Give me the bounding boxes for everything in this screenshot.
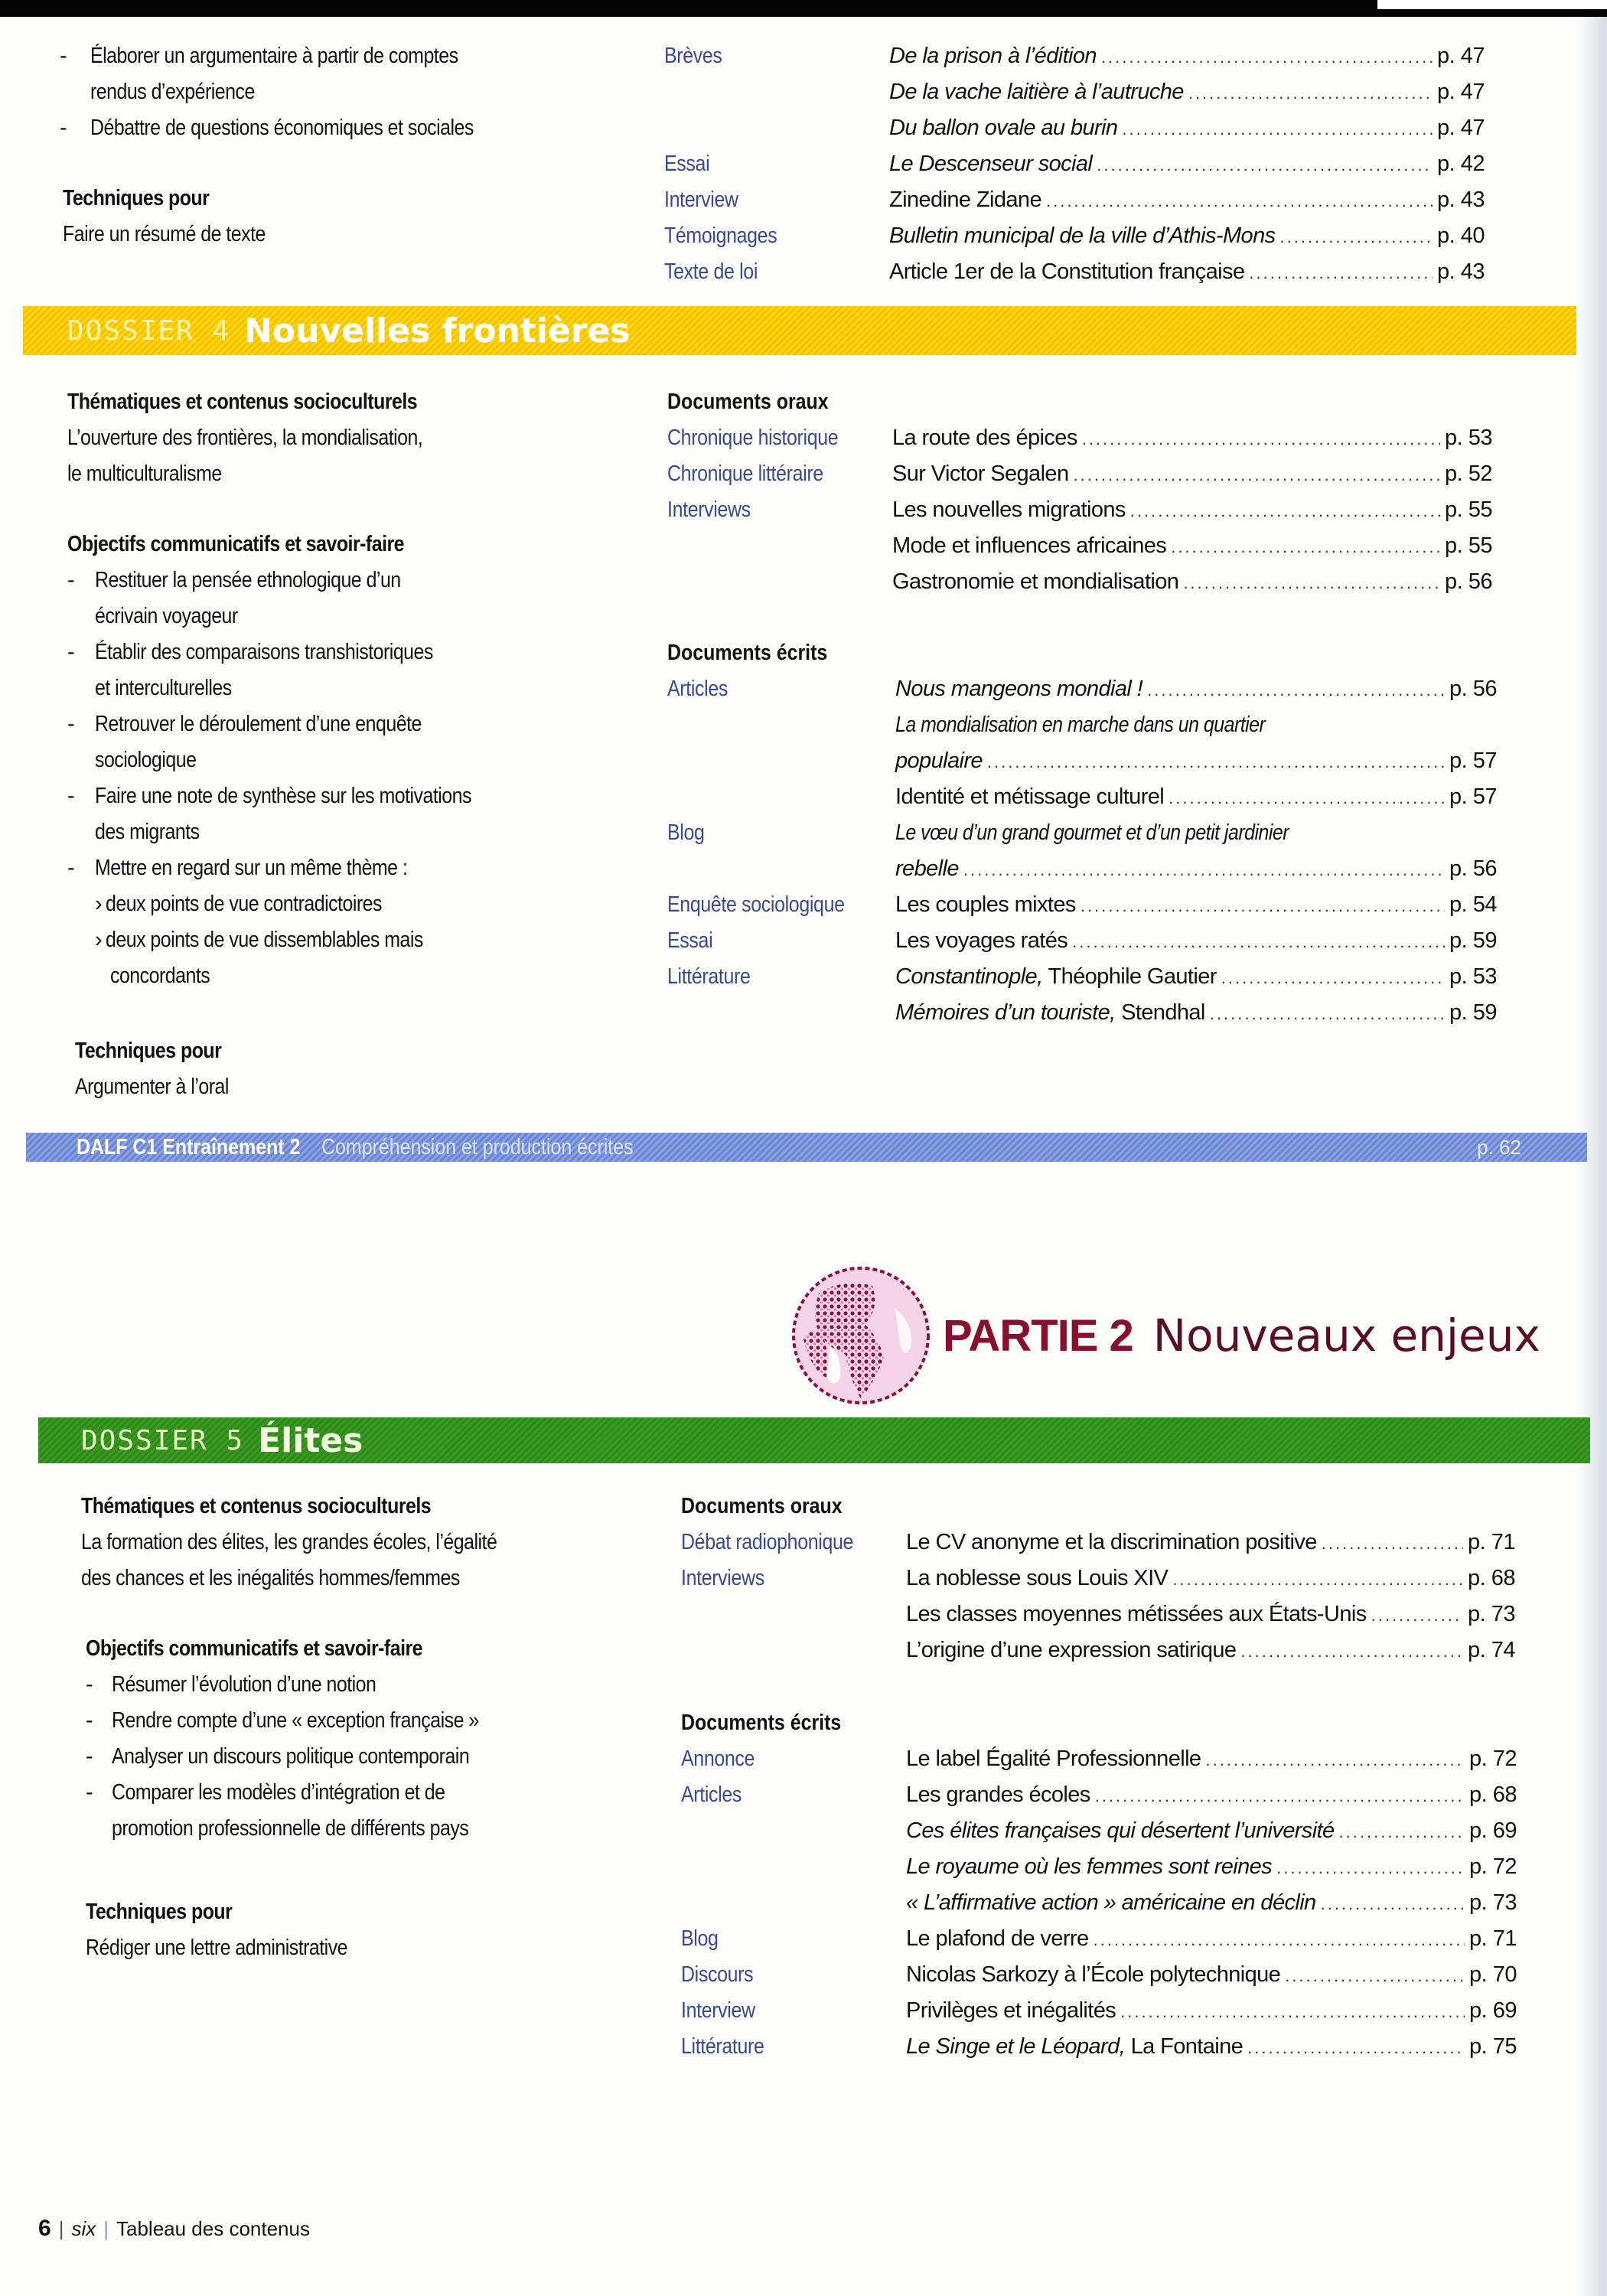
toc-entry[interactable] bbox=[892, 492, 1492, 528]
document-title: « L’affirmative action » américaine en déclin bbox=[906, 1890, 1316, 1915]
bullet: - bbox=[67, 640, 75, 664]
page-reference: p. 43 bbox=[1437, 188, 1485, 212]
document-title: Nous mangeons mondial ! bbox=[895, 677, 1143, 701]
document-category: Essai bbox=[667, 928, 713, 953]
bullet: - bbox=[67, 784, 75, 808]
toc-entry[interactable] bbox=[906, 1993, 1517, 2029]
page-reference: p. 69 bbox=[1469, 1998, 1517, 2023]
document-title: Privilèges et inégalités bbox=[906, 1998, 1116, 2023]
page-reference: p. 55 bbox=[1445, 497, 1492, 522]
toc-entry[interactable] bbox=[895, 851, 1497, 887]
objective-line: rendus d’expérience bbox=[90, 80, 255, 104]
document-title: Gastronomie et mondialisation bbox=[892, 569, 1179, 594]
dossier-5-banner bbox=[38, 1417, 1590, 1463]
document-title: Zinedine Zidane bbox=[889, 188, 1041, 212]
dossier-label: DOSSIER 4 bbox=[67, 315, 231, 347]
partie-label: PARTIE 2 bbox=[943, 1310, 1133, 1361]
toc-entry[interactable] bbox=[889, 182, 1485, 218]
document-title: Les grandes écoles bbox=[906, 1782, 1090, 1807]
document-title: L’origine d’une expression satirique bbox=[906, 1638, 1237, 1662]
bullet: - bbox=[67, 856, 75, 880]
themes-line: le multiculturalisme bbox=[67, 461, 222, 486]
page-reference: p. 71 bbox=[1469, 1926, 1517, 1951]
page-reference: p. 52 bbox=[1445, 461, 1492, 486]
leader-dots bbox=[963, 852, 1445, 888]
objective-line: Débattre de questions économiques et sociales bbox=[90, 116, 474, 140]
document-category: Chronique littéraire bbox=[667, 461, 823, 486]
toc-entry[interactable] bbox=[889, 38, 1485, 74]
document-title: Article 1er de la Constitution française bbox=[889, 259, 1245, 284]
leader-dots bbox=[1172, 1561, 1463, 1597]
toc-entry[interactable] bbox=[895, 923, 1497, 959]
objective-line: promotion professionnelle de différents pays bbox=[112, 1816, 469, 1841]
page-reference: p. 57 bbox=[1449, 784, 1497, 809]
document-category: Chronique historique bbox=[667, 426, 839, 450]
leader-dots bbox=[1081, 888, 1445, 924]
objective-line: sociologique bbox=[95, 748, 197, 772]
document-title: Les nouvelles migrations bbox=[892, 497, 1126, 522]
leader-dots bbox=[1101, 39, 1433, 75]
leader-dots bbox=[987, 744, 1445, 780]
toc-entry[interactable] bbox=[895, 779, 1497, 815]
partie-2-header bbox=[788, 1263, 1540, 1408]
document-title: Identité et métissage culturel bbox=[895, 784, 1165, 809]
themes-line: La formation des élites, les grandes écoles, l’égalité bbox=[81, 1530, 497, 1554]
page-reference: p. 69 bbox=[1469, 1818, 1517, 1843]
objective-line: écrivain voyageur bbox=[95, 604, 238, 628]
page-reference: p. 42 bbox=[1437, 152, 1485, 176]
toc-entry[interactable] bbox=[892, 456, 1492, 492]
leader-dots bbox=[1371, 1597, 1463, 1633]
page-reference: p. 53 bbox=[1449, 964, 1497, 989]
objective-line: des migrants bbox=[95, 820, 200, 844]
document-category: Littérature bbox=[681, 2034, 764, 2059]
themes-line: L’ouverture des frontières, la mondialisation, bbox=[67, 426, 423, 450]
section-title: Tableau des contenus bbox=[116, 2217, 310, 2240]
objective-line: Comparer les modèles d’intégration et de bbox=[112, 1780, 445, 1805]
leader-dots bbox=[1210, 996, 1445, 1032]
toc-entry[interactable] bbox=[892, 420, 1492, 456]
document-title-line: La mondialisation en marche dans un quartier bbox=[895, 713, 1266, 737]
document-category: Littérature bbox=[667, 964, 751, 989]
leader-dots bbox=[1169, 780, 1445, 816]
page-reference: p. 68 bbox=[1469, 1782, 1517, 1807]
leader-dots bbox=[1073, 457, 1440, 493]
leader-dots bbox=[1082, 421, 1440, 457]
objective-line: Rendre compte d’une « exception française » bbox=[112, 1708, 479, 1733]
document-category: Débat radiophonique bbox=[681, 1530, 854, 1554]
document-title: De la vache laitière à l’autruche bbox=[889, 80, 1184, 104]
document-title: Mode et influences africaines bbox=[892, 533, 1167, 558]
toc-entry[interactable] bbox=[892, 564, 1492, 600]
document-category: Enquête sociologique bbox=[667, 892, 845, 917]
footer-divider: | bbox=[58, 2217, 64, 2240]
oral-documents-heading: Documents oraux bbox=[681, 1494, 843, 1518]
techniques-heading: Techniques pour bbox=[86, 1900, 233, 1924]
partie-title: Nouveaux enjeux bbox=[1152, 1309, 1540, 1362]
document-category: Essai bbox=[664, 152, 710, 176]
sub-objective-line: deux points de vue dissemblables mais bbox=[106, 928, 423, 952]
document-title: Le royaume où les femmes sont reines bbox=[906, 1854, 1273, 1879]
document-category: Interview bbox=[681, 1998, 755, 2023]
document-title bbox=[906, 2029, 1243, 2065]
document-category: Articles bbox=[681, 1782, 742, 1807]
top-edge-bar bbox=[0, 0, 1607, 17]
document-title: Le label Égalité Professionnelle bbox=[906, 1746, 1201, 1771]
page-reference: p. 57 bbox=[1449, 748, 1497, 773]
toc-entry[interactable] bbox=[895, 887, 1497, 923]
document-title: Le CV anonyme et la discrimination positive bbox=[906, 1530, 1317, 1554]
objective-line: Faire une note de synthèse sur les motivations bbox=[95, 784, 471, 808]
toc-entry[interactable] bbox=[906, 1813, 1517, 1849]
objectives-heading: Objectifs communicatifs et savoir-faire bbox=[86, 1636, 423, 1661]
page-reference: p. 43 bbox=[1437, 259, 1485, 284]
leader-dots bbox=[1171, 529, 1440, 565]
page-reference: p. 54 bbox=[1449, 892, 1497, 917]
page-word: six bbox=[71, 2217, 96, 2240]
page-reference: p. 75 bbox=[1469, 2034, 1517, 2059]
document-title: Le Descenseur social bbox=[889, 152, 1093, 176]
toc-entry[interactable] bbox=[895, 959, 1497, 995]
written-documents-heading: Documents écrits bbox=[667, 641, 828, 665]
leader-dots bbox=[1130, 493, 1440, 529]
document-title: rebelle bbox=[895, 856, 959, 881]
dossier-title: Élites bbox=[258, 1420, 363, 1460]
document-title: Le plafond de verre bbox=[906, 1926, 1089, 1951]
leader-dots bbox=[1285, 1958, 1465, 1994]
objective-line: Élaborer un argumentaire à partir de comptes bbox=[90, 44, 458, 68]
leader-dots bbox=[1147, 672, 1445, 708]
document-title: populaire bbox=[895, 748, 983, 773]
bullet: - bbox=[67, 568, 75, 592]
document-category: Blog bbox=[667, 820, 705, 845]
objective-line: Restituer la pensée ethnologique d’un bbox=[95, 568, 401, 592]
toc-entry[interactable] bbox=[889, 110, 1485, 146]
document-title: La route des épices bbox=[892, 426, 1077, 450]
leader-dots bbox=[1322, 1525, 1463, 1561]
top-edge-notch bbox=[1377, 0, 1607, 9]
sub-objective-line: deux points de vue contradictoires bbox=[106, 892, 382, 916]
dalf-subtitle: Compréhension et production écrites bbox=[321, 1134, 634, 1159]
toc-entry[interactable] bbox=[906, 1525, 1515, 1561]
leader-dots bbox=[1321, 1886, 1465, 1922]
page-reference: p. 55 bbox=[1445, 533, 1492, 558]
techniques-text: Argumenter à l’oral bbox=[75, 1075, 229, 1099]
dalf-page: p. 62 bbox=[1477, 1135, 1521, 1159]
work-title: Constantinople, bbox=[895, 964, 1043, 989]
page-reference: p. 73 bbox=[1469, 1890, 1517, 1915]
objectives-heading: Objectifs communicatifs et savoir-faire bbox=[67, 532, 405, 556]
document-title: De la prison à l’édition bbox=[889, 44, 1097, 68]
leader-dots bbox=[1205, 1742, 1465, 1778]
document-title-line: Le vœu d’un grand gourmet et d’un petit jardinier bbox=[895, 820, 1289, 845]
objective-line: Établir des comparaisons transhistoriques bbox=[95, 640, 433, 664]
toc-entry[interactable] bbox=[906, 1849, 1517, 1885]
leader-dots bbox=[1240, 1633, 1463, 1669]
toc-entry[interactable] bbox=[895, 995, 1497, 1031]
techniques-text: Rédiger une lettre administrative bbox=[86, 1936, 348, 1960]
page-reference: p. 72 bbox=[1469, 1746, 1517, 1771]
toc-entry[interactable] bbox=[889, 218, 1485, 254]
leader-dots bbox=[1072, 924, 1445, 960]
document-title: Bulletin municipal de la ville d’Athis-Mons bbox=[889, 223, 1276, 248]
written-documents-heading: Documents écrits bbox=[681, 1711, 842, 1735]
bullet: - bbox=[86, 1744, 93, 1769]
document-title: Les couples mixtes bbox=[895, 892, 1076, 917]
page-number: 6 bbox=[38, 2216, 51, 2241]
document-category: Interviews bbox=[667, 497, 751, 522]
dalf-label: DALF C1 Entraînement 2 bbox=[77, 1134, 301, 1159]
leader-dots bbox=[1097, 147, 1433, 183]
toc-entry[interactable] bbox=[892, 528, 1492, 564]
page-reference: p. 72 bbox=[1469, 1854, 1517, 1879]
page-reference: p. 71 bbox=[1468, 1530, 1515, 1554]
page-reference: p. 40 bbox=[1437, 223, 1485, 248]
work-title: Le Singe et le Léopard, bbox=[906, 2034, 1126, 2059]
toc-entry[interactable] bbox=[889, 254, 1485, 290]
page-footer bbox=[38, 2216, 310, 2242]
leader-dots bbox=[1122, 111, 1433, 147]
document-title: Sur Victor Segalen bbox=[892, 461, 1069, 486]
toc-entry[interactable] bbox=[889, 74, 1485, 110]
leader-dots bbox=[1221, 960, 1445, 996]
objective-line: Retrouver le déroulement d’une enquête bbox=[95, 712, 422, 736]
toc-entry[interactable] bbox=[906, 2029, 1517, 2065]
document-category: Blog bbox=[681, 1926, 719, 1951]
document-category: Texte de loi bbox=[664, 259, 758, 284]
toc-entry[interactable] bbox=[889, 146, 1485, 182]
author: Théophile Gautier bbox=[1048, 964, 1217, 989]
document-category: Interview bbox=[664, 188, 738, 212]
author: La Fontaine bbox=[1130, 2034, 1244, 2059]
leader-dots bbox=[1095, 1778, 1465, 1814]
toc-entry[interactable] bbox=[906, 1596, 1515, 1632]
toc-entry[interactable] bbox=[906, 1885, 1517, 1921]
document-category: Annonce bbox=[681, 1746, 755, 1771]
leader-dots bbox=[1247, 2030, 1465, 2066]
document-title: Les voyages ratés bbox=[895, 928, 1068, 953]
page-reference: p. 56 bbox=[1449, 677, 1497, 701]
toc-entry[interactable] bbox=[895, 743, 1497, 779]
leader-dots bbox=[1046, 183, 1433, 219]
leader-dots bbox=[1183, 565, 1440, 601]
bullet: - bbox=[86, 1780, 93, 1805]
page-reference: p. 53 bbox=[1445, 426, 1492, 450]
leader-dots bbox=[1280, 219, 1433, 255]
work-title: Mémoires d’un touriste, bbox=[895, 1000, 1116, 1025]
document-category: Interviews bbox=[681, 1566, 764, 1590]
dossier-label: DOSSIER 5 bbox=[81, 1424, 245, 1456]
objective-line: Analyser un discours politique contemporain bbox=[112, 1744, 470, 1769]
document-title: Les classes moyennes métissées aux États-Unis bbox=[906, 1602, 1367, 1626]
page-reference: p. 56 bbox=[1445, 569, 1492, 594]
document-title bbox=[895, 995, 1205, 1031]
oral-documents-heading: Documents oraux bbox=[667, 390, 829, 414]
objective-line: et interculturelles bbox=[95, 676, 232, 700]
document-category: Discours bbox=[681, 1962, 754, 1987]
toc-entry[interactable] bbox=[906, 1741, 1517, 1777]
footer-divider: | bbox=[103, 2217, 109, 2240]
toc-entry[interactable] bbox=[906, 1561, 1515, 1596]
page-reference: p. 47 bbox=[1437, 44, 1485, 68]
dalf-banner[interactable] bbox=[26, 1133, 1587, 1162]
document-category: Témoignages bbox=[664, 223, 777, 248]
themes-heading: Thématiques et contenus socioculturels bbox=[81, 1494, 432, 1518]
techniques-text: Faire un résumé de texte bbox=[63, 222, 266, 246]
themes-line: des chances et les inégalités hommes/femmes bbox=[81, 1566, 460, 1590]
leader-dots bbox=[1249, 255, 1433, 291]
leader-dots bbox=[1094, 1922, 1465, 1958]
page-reference: p. 56 bbox=[1449, 856, 1497, 881]
toc-entry[interactable] bbox=[906, 1632, 1515, 1668]
bullet: - bbox=[60, 116, 67, 140]
dossier-4-banner bbox=[23, 306, 1576, 355]
leader-dots bbox=[1339, 1814, 1465, 1850]
dossier-title: Nouvelles frontières bbox=[244, 311, 631, 351]
document-category: Articles bbox=[667, 677, 729, 701]
leader-dots bbox=[1120, 1994, 1465, 2030]
document-category: Brèves bbox=[664, 44, 722, 68]
page-reference: p. 59 bbox=[1449, 1000, 1497, 1025]
page-reference: p. 47 bbox=[1437, 80, 1485, 104]
document-title: Du ballon ovale au burin bbox=[889, 116, 1118, 140]
page-reference: p. 59 bbox=[1449, 928, 1497, 953]
leader-dots bbox=[1188, 75, 1433, 111]
document-title bbox=[895, 959, 1217, 995]
page-reference: p. 47 bbox=[1437, 116, 1485, 140]
toc-entry[interactable] bbox=[895, 671, 1497, 707]
techniques-heading: Techniques pour bbox=[63, 186, 210, 210]
objective-line: Mettre en regard sur un même thème : bbox=[95, 856, 408, 880]
globe-icon bbox=[788, 1263, 934, 1408]
bullet: - bbox=[60, 44, 67, 68]
toc-entry[interactable] bbox=[906, 1957, 1517, 1993]
toc-entry[interactable] bbox=[906, 1777, 1517, 1813]
sub-bullet: › bbox=[95, 928, 103, 952]
leader-dots bbox=[1276, 1850, 1465, 1886]
techniques-heading: Techniques pour bbox=[75, 1039, 222, 1063]
page-reference: p. 68 bbox=[1468, 1566, 1515, 1590]
bullet: - bbox=[67, 712, 75, 736]
document-title: La noblesse sous Louis XIV bbox=[906, 1566, 1169, 1590]
toc-entry[interactable] bbox=[906, 1921, 1517, 1957]
bullet: - bbox=[86, 1708, 93, 1733]
page-reference: p. 70 bbox=[1469, 1962, 1517, 1987]
sub-objective-line: concordants bbox=[110, 964, 210, 988]
objective-line: Résumer l’évolution d’une notion bbox=[112, 1672, 376, 1697]
page-reference: p. 74 bbox=[1468, 1638, 1515, 1662]
themes-heading: Thématiques et contenus socioculturels bbox=[67, 390, 418, 414]
bullet: - bbox=[86, 1672, 93, 1697]
document-title: Nicolas Sarkozy à l’École polytechnique bbox=[906, 1962, 1281, 1987]
sub-bullet: › bbox=[95, 892, 103, 916]
page-reference: p. 73 bbox=[1468, 1602, 1515, 1626]
author: Stendhal bbox=[1121, 1000, 1205, 1025]
document-title: Ces élites françaises qui désertent l’université bbox=[906, 1818, 1335, 1843]
